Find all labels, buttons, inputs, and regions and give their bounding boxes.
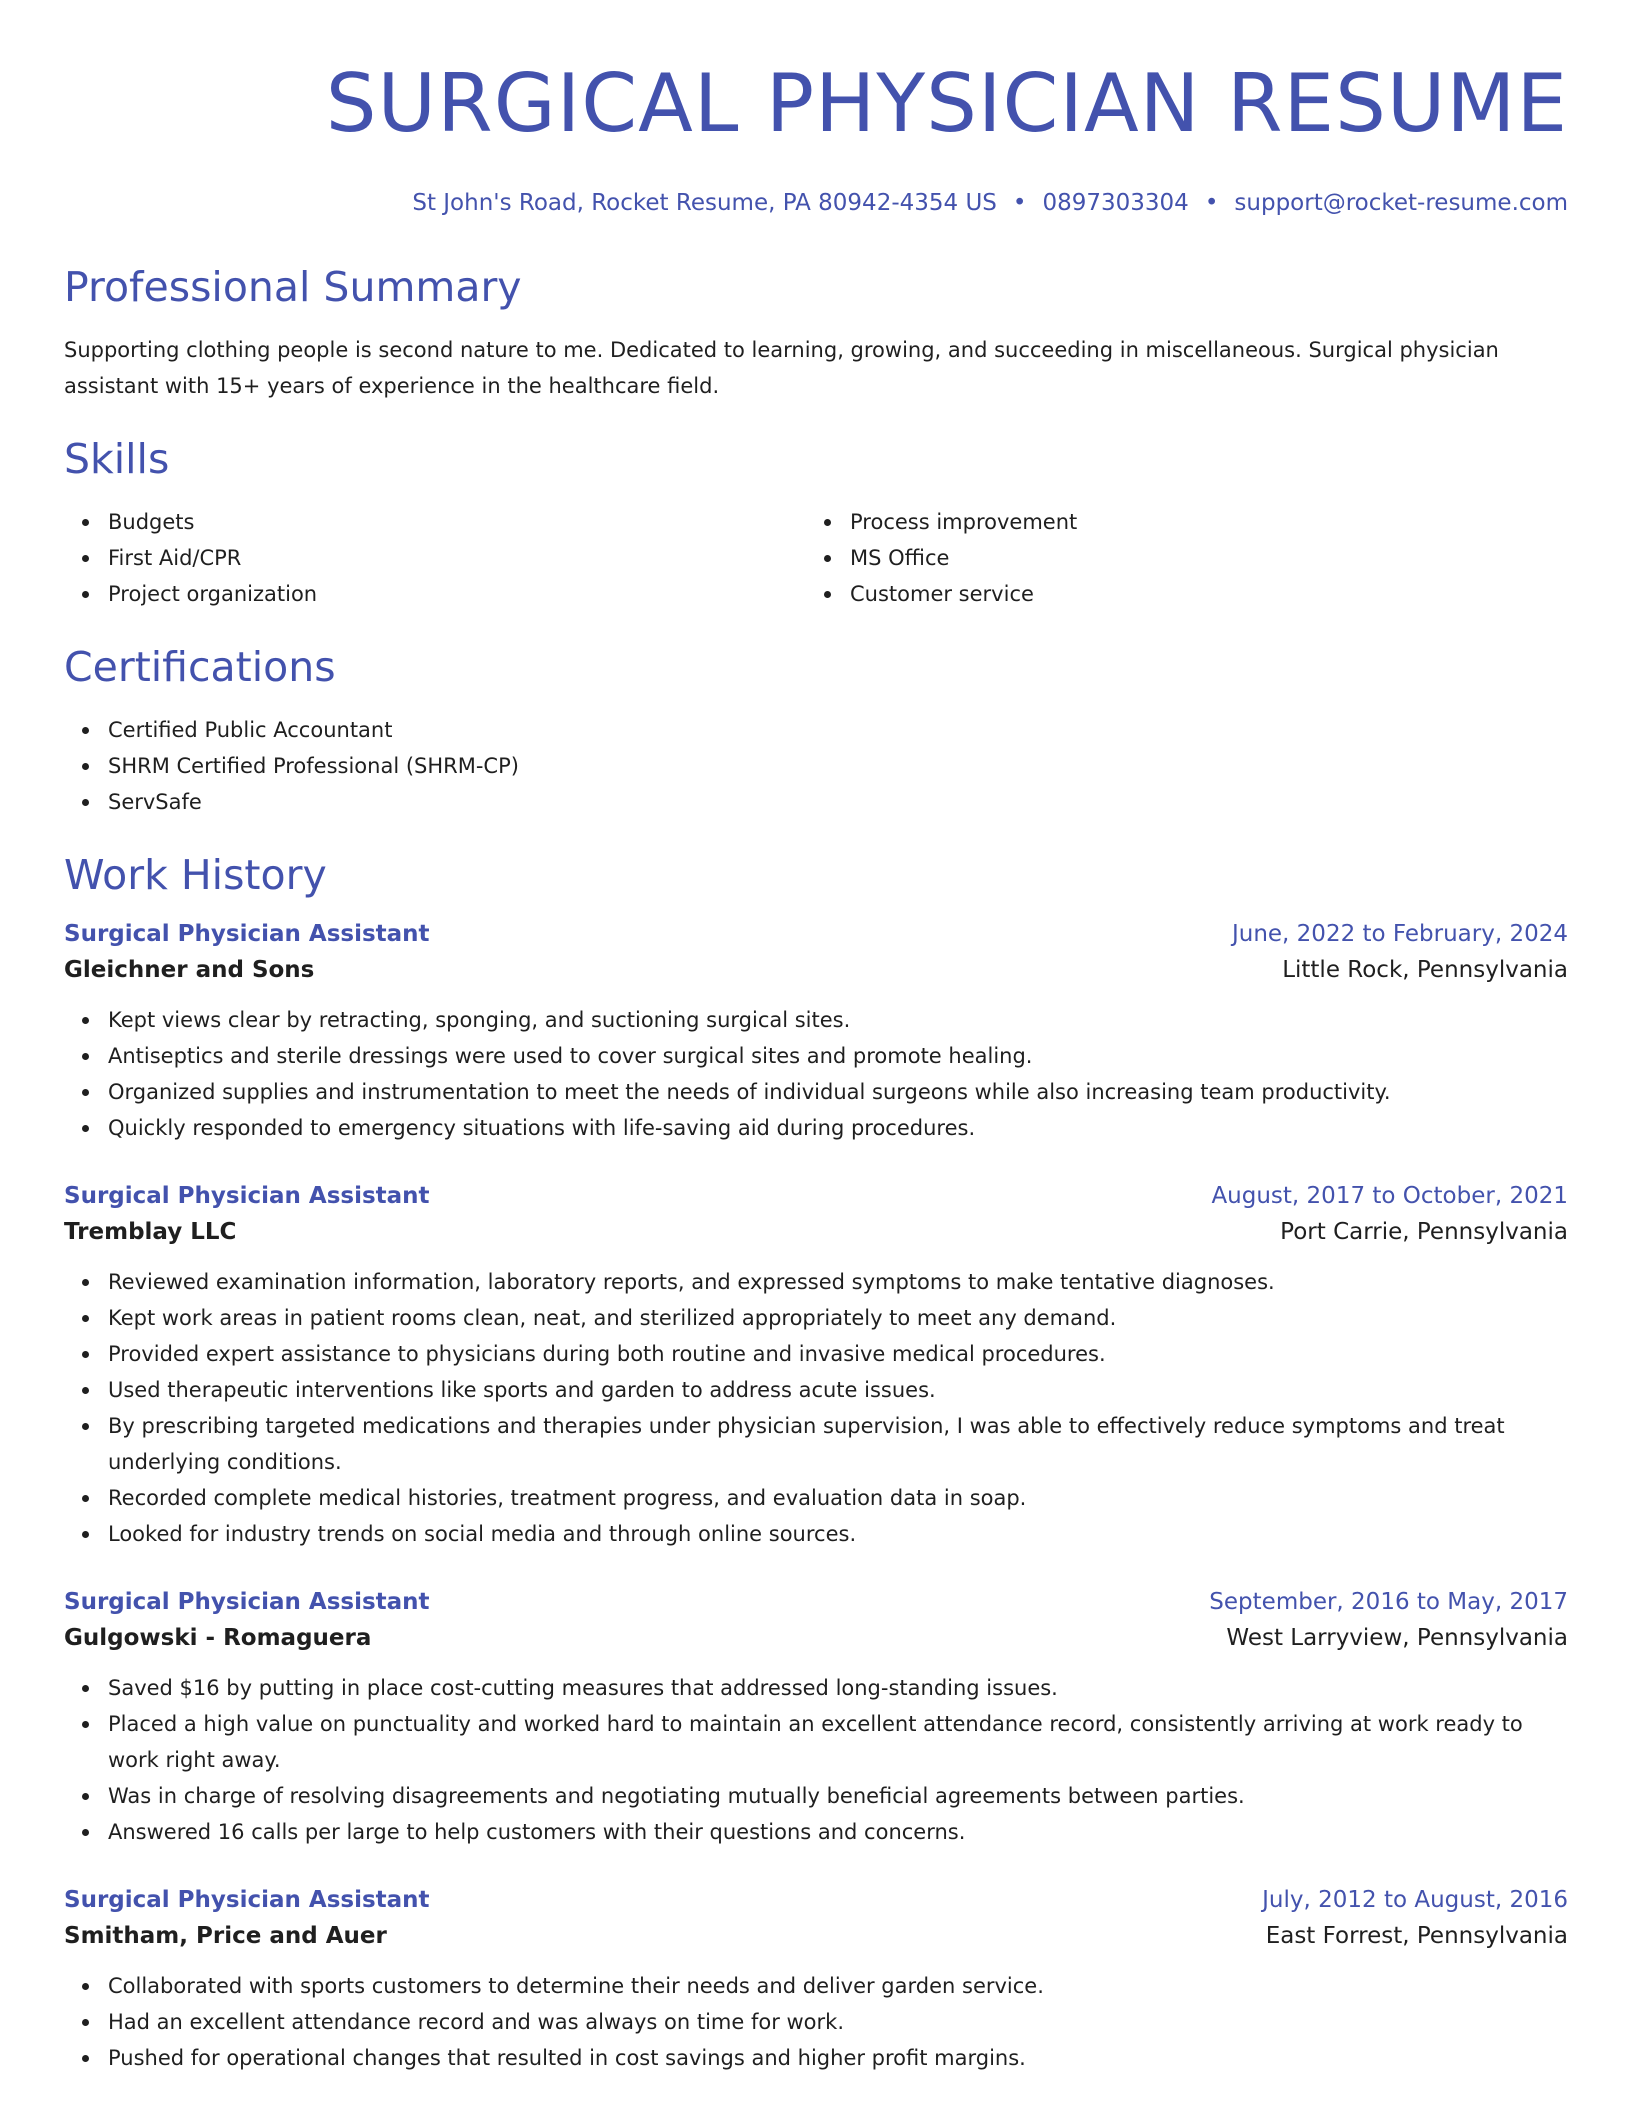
job-company-row — [64, 952, 1568, 988]
job-title-row — [64, 1882, 1568, 1918]
job-bullets — [64, 1264, 1568, 1552]
job-bullet: Answered 16 calls per large to help customers with their questions and concerns. — [64, 1814, 1568, 1850]
job-bullet: Saved $16 by putting in place cost-cutting measures that addressed long-standing issues. — [64, 1670, 1568, 1706]
job-entry — [64, 916, 1568, 1146]
job-entry — [64, 1178, 1568, 1552]
job-bullet: Antiseptics and sterile dressings were used to cover surgical sites and promote healing. — [64, 1038, 1568, 1074]
skill-item: Project organization — [64, 576, 806, 612]
job-bullet: Kept views clear by retracting, sponging, and suctioning surgical sites. — [64, 1002, 1568, 1038]
contact-separator: • — [1204, 190, 1219, 216]
job-company: Gleichner and Sons — [64, 957, 315, 983]
contact-address: St John's Road, Rocket Resume, PA 80942-4354 US — [412, 190, 997, 216]
job-bullets — [64, 1968, 1568, 2076]
job-bullet: By prescribing targeted medications and therapies under physician supervision, I was able to effectively reduce symptoms and treat underlying conditions. — [64, 1408, 1568, 1480]
certifications-heading: Certifications — [64, 643, 336, 691]
skill-item: Budgets — [64, 504, 806, 540]
job-location: Port Carrie, Pennsylvania — [1280, 1219, 1568, 1245]
job-dates: September, 2016 to May, 2017 — [1209, 1589, 1568, 1615]
job-bullet: Was in charge of resolving disagreements and negotiating mutually beneficial agreements between parties. — [64, 1778, 1568, 1814]
contact-email[interactable]: support@rocket-resume.com — [1234, 190, 1568, 216]
job-company-row — [64, 1918, 1568, 1954]
skill-item: First Aid/CPR — [64, 540, 806, 576]
job-title-row — [64, 916, 1568, 952]
skills-left-list — [64, 504, 806, 612]
job-title: Surgical Physician Assistant — [64, 1887, 430, 1913]
contact-line — [64, 188, 1568, 218]
skill-item: MS Office — [806, 540, 1548, 576]
job-bullet: Placed a high value on punctuality and worked hard to maintain an excellent attendance record, consistently arriving at work ready to work right away. — [64, 1706, 1568, 1778]
job-bullet: Kept work areas in patient rooms clean, neat, and sterilized appropriately to meet any demand. — [64, 1300, 1568, 1336]
summary-heading: Professional Summary — [64, 263, 522, 311]
job-bullet: Used therapeutic interventions like sports and garden to address acute issues. — [64, 1372, 1568, 1408]
job-company: Gulgowski - Romaguera — [64, 1625, 372, 1651]
job-bullets — [64, 1002, 1568, 1146]
skills-grid — [64, 504, 1568, 612]
job-location: East Forrest, Pennsylvania — [1265, 1923, 1568, 1949]
job-entry — [64, 1882, 1568, 2076]
job-location: Little Rock, Pennsylvania — [1282, 957, 1568, 983]
job-dates: July, 2012 to August, 2016 — [1262, 1887, 1568, 1913]
contact-separator: • — [1012, 190, 1027, 216]
job-bullet: Collaborated with sports customers to determine their needs and deliver garden service. — [64, 1968, 1568, 2004]
job-bullet: Pushed for operational changes that resulted in cost savings and higher profit margins. — [64, 2040, 1568, 2076]
contact-phone: 0897303304 — [1042, 190, 1189, 216]
summary-text: Supporting clothing people is second nature to me. Dedicated to learning, growing, and succeeding in miscellaneous. Surgical physician assistant with 15+ years of experience in the healthcare field. — [64, 338, 1499, 398]
certification-item: ServSafe — [64, 784, 1568, 820]
job-bullets — [64, 1670, 1568, 1850]
job-title: Surgical Physician Assistant — [64, 1589, 430, 1615]
job-title: Surgical Physician Assistant — [64, 921, 430, 947]
job-location: West Larryview, Pennsylvania — [1226, 1625, 1568, 1651]
job-bullet: Looked for industry trends on social media and through online sources. — [64, 1516, 1568, 1552]
job-title: Surgical Physician Assistant — [64, 1183, 430, 1209]
job-bullet: Provided expert assistance to physicians during both routine and invasive medical procedures. — [64, 1336, 1568, 1372]
job-company-row — [64, 1620, 1568, 1656]
job-bullet: Quickly responded to emergency situations with life-saving aid during procedures. — [64, 1110, 1568, 1146]
job-title-row — [64, 1584, 1568, 1620]
skills-right-list — [806, 504, 1548, 612]
job-dates: June, 2022 to February, 2024 — [1231, 921, 1568, 947]
work-history-list — [64, 916, 1568, 2076]
job-dates: August, 2017 to October, 2021 — [1211, 1183, 1568, 1209]
certification-item: SHRM Certified Professional (SHRM-CP) — [64, 748, 1568, 784]
job-company: Smitham, Price and Auer — [64, 1923, 387, 1949]
job-entry — [64, 1584, 1568, 1850]
certification-item: Certified Public Accountant — [64, 712, 1568, 748]
job-company-row — [64, 1214, 1568, 1250]
job-bullet: Reviewed examination information, laboratory reports, and expressed symptoms to make tentative diagnoses. — [64, 1264, 1568, 1300]
certifications-list — [64, 712, 1568, 820]
job-company: Tremblay LLC — [64, 1219, 237, 1245]
job-bullet: Recorded complete medical histories, treatment progress, and evaluation data in soap. — [64, 1480, 1568, 1516]
resume-title: SURGICAL PHYSICIAN RESUME — [325, 57, 1568, 150]
work-history-heading: Work History — [64, 851, 327, 899]
skills-heading: Skills — [64, 435, 170, 483]
job-bullet: Had an excellent attendance record and was always on time for work. — [64, 2004, 1568, 2040]
skill-item: Customer service — [806, 576, 1548, 612]
job-bullet: Organized supplies and instrumentation to meet the needs of individual surgeons while also increasing team productivity. — [64, 1074, 1568, 1110]
job-title-row — [64, 1178, 1568, 1214]
skill-item: Process improvement — [806, 504, 1548, 540]
